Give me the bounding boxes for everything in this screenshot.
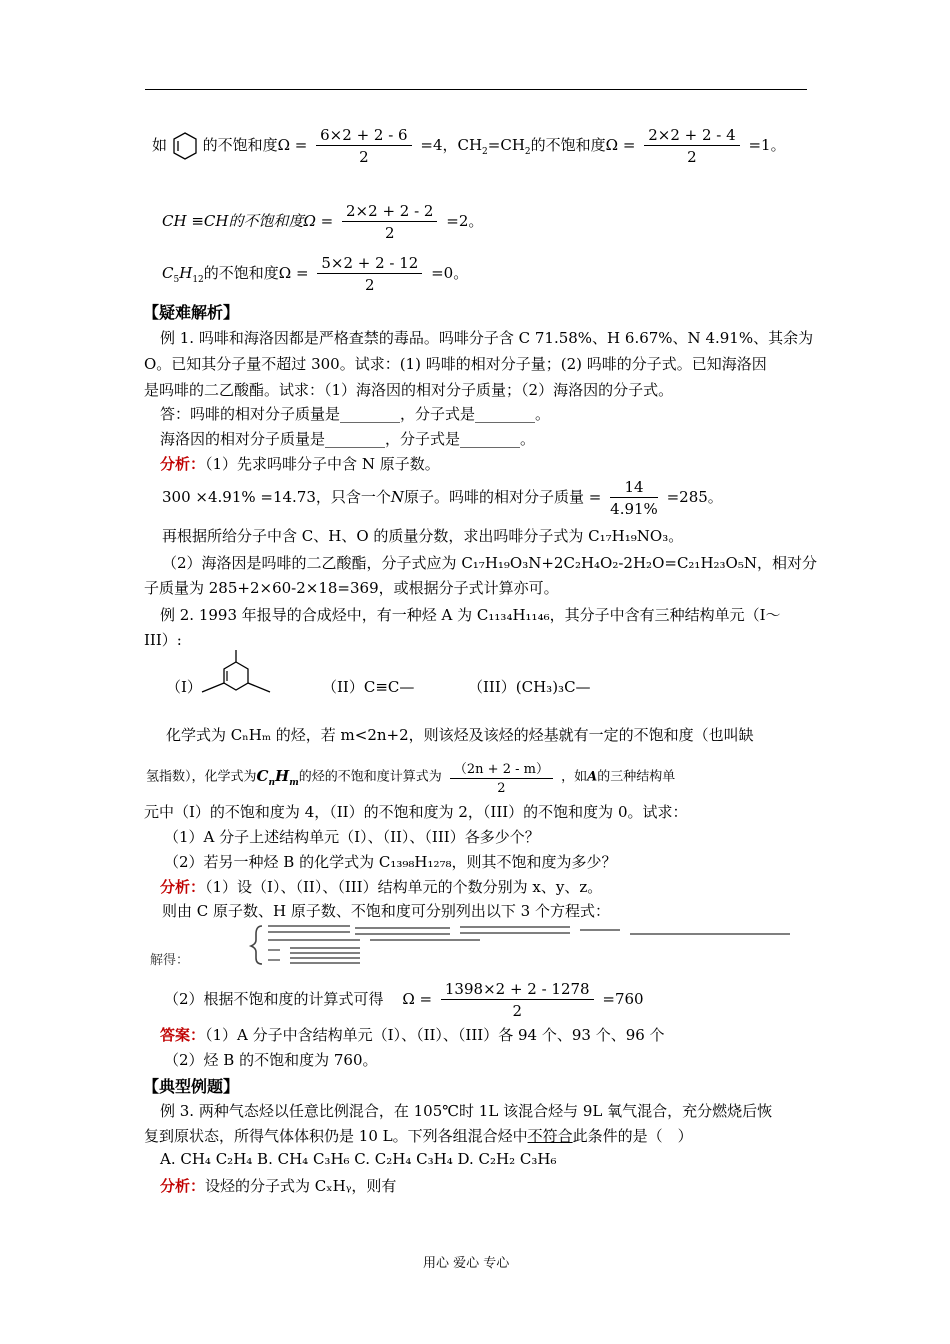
equation-system-image (150, 920, 810, 966)
analysis-line (160, 453, 440, 474)
benzene-tri-substituted-icon (198, 646, 274, 700)
fraction (441, 980, 594, 1020)
analysis-label: 分析： (160, 455, 206, 473)
fraction (342, 202, 437, 242)
section-title: 【疑难解析】 (143, 303, 240, 322)
fraction-denominator: 2 (512, 1002, 523, 1020)
answer-line: （2）烃 B 的不饱和度为 760。 (164, 1051, 378, 1069)
formula-text: 氢指数），化学式为 (146, 769, 257, 785)
fraction (610, 478, 658, 518)
paragraph-text: 复到原状态，所得气体体积仍是 10 L。下列各组混合烃中 (144, 1127, 528, 1145)
underlined-text: 不符合 (527, 1127, 573, 1145)
fraction-numerator: 6×2 + 2 - 6 (316, 126, 411, 146)
answer-label: 答案： (160, 1026, 206, 1044)
analysis-label: 分析： (160, 1177, 206, 1195)
solve-label: 解得： (150, 953, 190, 968)
fraction-numerator: 14 (610, 478, 658, 498)
formula-text: =4，CH (420, 136, 483, 154)
section-title: 【典型例题】 (143, 1077, 240, 1096)
formula-text: 的烃的不饱和度计算式为 (298, 769, 442, 785)
paragraph-line: 答：吗啡的相对分子质量是________，分子式是________。 (160, 405, 551, 423)
paragraph-line: 是吗啡的二乙酸酯。试求：（1）海洛因的相对分子质量；（2）海洛因的分子式。 (144, 381, 674, 399)
fraction-numerator: 1398×2 + 2 - 1278 (441, 980, 594, 1000)
paragraph-line (144, 1125, 693, 1146)
formula-text: CH ≡CH的不饱和度Ω = (162, 212, 334, 230)
paragraph-line: 例 3. 两种气态烃以任意比例混合，在 105℃时 1L 该混合烃与 9L 氧气混合，充分燃烧后恢 (160, 1102, 773, 1120)
formula-line-1: 如 的不饱和度Ω = $\frac{6\times 2 + 2 - 6}{2}$ =4，$CH_2=CH_2$的不饱和度Ω = $\frac{2\times 2 + 2 - 4}{2}$ =1。 (152, 126, 786, 166)
question-line: （1）A 分子上述结构单元（I）、（II）、（III）各多少个？ (164, 828, 540, 846)
calc-text: 原子。吗啡的相对分子质量 = (404, 488, 602, 506)
fraction-numerator: 2×2 + 2 - 2 (342, 202, 437, 222)
formula-text: ，如 (561, 769, 588, 785)
options-line: A. CH₄ C₂H₄ B. CH₄ C₃H₆ C. C₂H₄ C₃H₄ D. C₂H₂ C₃H₆ (160, 1150, 557, 1168)
calc-line: （2）根据不饱和度的计算式可得 Ω = $\frac{1398\times 2 + 2 - 1278}{2}$ =760 (164, 980, 644, 1020)
fraction-numerator: 5×2 + 2 - 12 (317, 254, 422, 274)
paragraph-line: 则由 C 原子数、H 原子数、不饱和度可分别列出以下 3 个方程式： (162, 902, 610, 920)
formula-text: 的不饱和度Ω = (203, 264, 309, 282)
fraction (644, 126, 739, 166)
fraction-numerator: 2×2 + 2 - 4 (644, 126, 739, 146)
formula-text: =2。 (446, 212, 484, 230)
answer-line (160, 1024, 665, 1045)
fraction (450, 758, 553, 796)
formula-line-cnhm: 氢指数），化学式为$C_nH_m$的烃的不饱和度计算式为 $\frac{(2n + 2 - m)}{2}$ ，如A的三种结构单 (146, 758, 675, 796)
benzene-ring-icon (172, 131, 198, 161)
paragraph-line: 子质量为 285+2×60-2×18=369，或根据分子式计算亦可。 (144, 579, 559, 597)
calc-text: =285。 (666, 488, 723, 506)
paragraph-line: 例 2. 1993 年报导的合成烃中，有一种烃 A 为 C₁₁₃₄H₁₁₄₆，其分子中含有三种结构单元（I～ (160, 606, 781, 624)
analysis-line (160, 1175, 396, 1196)
formula-text: =0。 (431, 264, 469, 282)
formula-text: =CH (487, 136, 525, 154)
answer-text: （1）A 分子中含结构单元（I）、（II）、（III）各 94 个、93 个、96 个 (205, 1026, 665, 1044)
formula-text: 的不饱和度Ω = (202, 136, 308, 154)
fraction-denominator: 2 (687, 148, 697, 166)
structure-label-1: （I） (166, 678, 202, 696)
paragraph-line: 元中（I）的不饱和度为 4，（II）的不饱和度为 2，（III）的不饱和度为 0。试求： (144, 803, 688, 821)
structure-label-3: （III）(CH₃)₃C— (468, 678, 591, 696)
header-rule (145, 89, 807, 90)
page-footer: 用心 爱心 专心 (423, 1256, 510, 1271)
structure-label-2: （II）C≡C— (322, 678, 415, 696)
formula-line-2 (162, 202, 483, 242)
paragraph-line: 化学式为 CₙHₘ 的烃，若 m<2n+2，则该烃及该烃的烃基就有一定的不饱和度（也叫缺 (166, 726, 754, 744)
calc-line: 300 ×4.91% =14.73，只含一个N原子。吗啡的相对分子质量 = $\frac{14}{4.91\%}$ =285。 (162, 478, 723, 518)
formula-line-3: $C_5H_{12}$的不饱和度Ω = $\frac{5\times 2 + 2 - 12}{2}$ =0。 (162, 254, 469, 294)
analysis-text: （1）设（I）、（II）、（III）结构单元的个数分别为 x、y、z。 (205, 878, 603, 896)
fraction-denominator: 2 (359, 148, 369, 166)
paragraph-line: III）: (144, 631, 182, 649)
calc-text: （2）根据不饱和度的计算式可得 (164, 990, 384, 1008)
paragraph-line: 再根据所给分子中含 C、H、O 的质量分数，求出吗啡分子式为 C₁₇H₁₉NO₃。 (162, 527, 684, 545)
paragraph-text: 此条件的是（ ） (572, 1127, 693, 1145)
question-line: （2）若另一种烃 B 的化学式为 C₁₃₉₈H₁₂₇₈，则其不饱和度为多少？ (164, 853, 617, 871)
paragraph-line: 例 1. 吗啡和海洛因都是严格查禁的毒品。吗啡分子含 C 71.58%、H 6.67%、N 4.91%、其余为 (160, 329, 814, 347)
formula-text: C (162, 264, 174, 282)
fraction-denominator: 2 (384, 224, 395, 242)
formula-text: 的不饱和度Ω = (530, 136, 636, 154)
paragraph-line: O。已知其分子量不超过 300。试求：(1) 吗啡的相对分子量；(2) 吗啡的分子式。已知海洛因 (144, 355, 767, 373)
fraction (316, 126, 411, 166)
analysis-text: 设烃的分子式为 CₓHᵧ，则有 (205, 1177, 397, 1195)
fraction-denominator: 2 (497, 781, 506, 796)
formula-text: H (179, 264, 193, 282)
formula-text: 的三种结构单 (597, 769, 676, 785)
fraction-denominator: 4.91% (610, 500, 658, 518)
paragraph-line: （2）海洛因是吗啡的二乙酸酯，分子式应为 C₁₇H₁₉O₃N+2C₂H₄O₂-2H₂O=C₂₁H₂₃O₅N，相对分 (162, 554, 817, 572)
paragraph-line: 海洛因的相对分子质量是________，分子式是________。 (160, 430, 536, 448)
calc-text: =760 (602, 990, 644, 1008)
analysis-label: 分析： (160, 878, 206, 896)
fraction-denominator: 2 (365, 276, 375, 294)
calc-text: 300 ×4.91% =14.73，只含一个 (162, 488, 391, 506)
formula-text: 如 (152, 136, 168, 154)
analysis-text: （1）先求吗啡分子中含 N 原子数。 (205, 455, 440, 473)
fraction-numerator: （2n + 2 - m） (450, 758, 553, 779)
analysis-line (160, 876, 602, 897)
fraction (317, 254, 422, 294)
formula-text: =1。 (748, 136, 786, 154)
